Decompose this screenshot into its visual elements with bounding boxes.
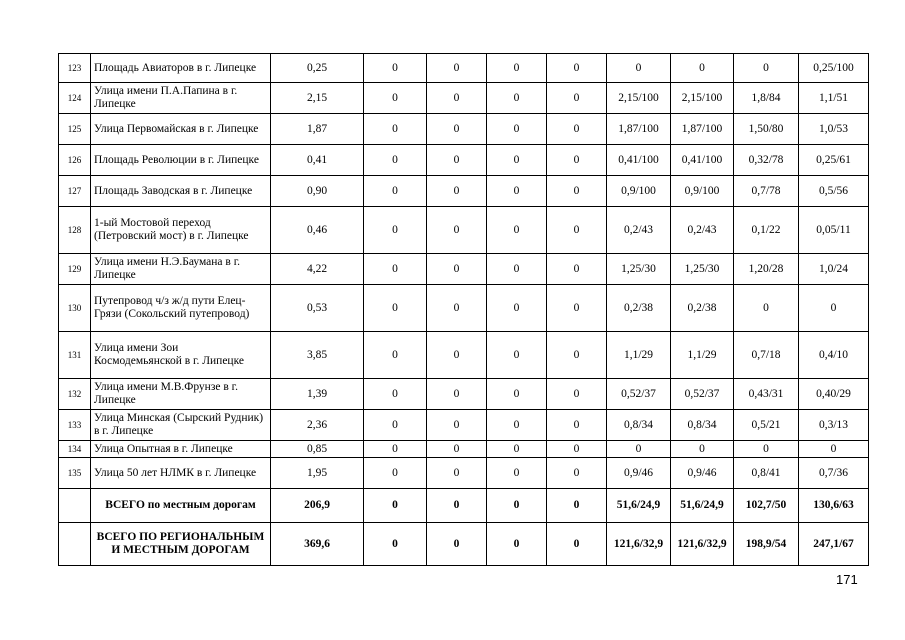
value-cell-c5: 0 <box>547 332 607 379</box>
value-cell-c5: 0 <box>547 441 607 458</box>
value-cell-c3: 0 <box>427 410 487 441</box>
value-cell-c8: 0,43/31 <box>734 379 799 410</box>
value-cell-c1: 0,46 <box>271 207 364 254</box>
table-row <box>59 332 869 379</box>
total-value-c1: 369,6 <box>271 523 364 566</box>
total-value-c7: 121,6/32,9 <box>671 523 734 566</box>
value-cell-c9: 1,0/24 <box>799 254 869 285</box>
value-cell-c1: 0,85 <box>271 441 364 458</box>
value-cell-c8: 0,5/21 <box>734 410 799 441</box>
value-cell-c4: 0 <box>487 176 547 207</box>
value-cell-c3: 0 <box>427 207 487 254</box>
value-cell-c3: 0 <box>427 379 487 410</box>
table-row <box>59 54 869 83</box>
table-row <box>59 379 869 410</box>
table-row <box>59 207 869 254</box>
value-cell-c6: 0,9/46 <box>607 458 671 489</box>
row-number: 125 <box>59 114 91 145</box>
value-cell-c4: 0 <box>487 207 547 254</box>
row-number: 126 <box>59 145 91 176</box>
value-cell-c6: 0,9/100 <box>607 176 671 207</box>
value-cell-c9: 0,4/10 <box>799 332 869 379</box>
value-cell-c9: 1,1/51 <box>799 83 869 114</box>
value-cell-c2: 0 <box>364 207 427 254</box>
value-cell-c9: 0,5/56 <box>799 176 869 207</box>
total-value-c1: 206,9 <box>271 489 364 523</box>
value-cell-c1: 0,25 <box>271 54 364 83</box>
value-cell-c9: 0 <box>799 285 869 332</box>
road-name: Улица Минская (Сырский Рудник) в г. Липецке <box>91 410 271 441</box>
value-cell-c3: 0 <box>427 285 487 332</box>
value-cell-c8: 0 <box>734 285 799 332</box>
value-cell-c4: 0 <box>487 285 547 332</box>
road-name: Улица имени Зои Космодемьянской в г. Липецке <box>91 332 271 379</box>
table-row <box>59 410 869 441</box>
value-cell-c8: 0,7/18 <box>734 332 799 379</box>
value-cell-c5: 0 <box>547 114 607 145</box>
value-cell-c8: 0,8/41 <box>734 458 799 489</box>
value-cell-c5: 0 <box>547 458 607 489</box>
value-cell-c2: 0 <box>364 441 427 458</box>
total-value-c3: 0 <box>427 523 487 566</box>
total-value-c8: 198,9/54 <box>734 523 799 566</box>
value-cell-c1: 0,53 <box>271 285 364 332</box>
row-number: 124 <box>59 83 91 114</box>
value-cell-c9: 0,25/61 <box>799 145 869 176</box>
value-cell-c1: 2,15 <box>271 83 364 114</box>
total-value-c2: 0 <box>364 489 427 523</box>
value-cell-c9: 0,40/29 <box>799 379 869 410</box>
total-value-c3: 0 <box>427 489 487 523</box>
value-cell-c8: 1,8/84 <box>734 83 799 114</box>
value-cell-c1: 1,39 <box>271 379 364 410</box>
value-cell-c6: 1,25/30 <box>607 254 671 285</box>
table-row <box>59 458 869 489</box>
total-value-c5: 0 <box>547 489 607 523</box>
row-number: 134 <box>59 441 91 458</box>
road-name: Площадь Заводская в г. Липецке <box>91 176 271 207</box>
value-cell-c5: 0 <box>547 254 607 285</box>
value-cell-c8: 0,7/78 <box>734 176 799 207</box>
road-name: Улица имени П.А.Папина в г. Липецке <box>91 83 271 114</box>
value-cell-c2: 0 <box>364 145 427 176</box>
row-number: 132 <box>59 379 91 410</box>
road-name: Улица имени Н.Э.Баумана в г. Липецке <box>91 254 271 285</box>
roads-table <box>58 53 869 566</box>
value-cell-c4: 0 <box>487 379 547 410</box>
table-body <box>59 54 869 566</box>
road-name: Площадь Революции в г. Липецке <box>91 145 271 176</box>
value-cell-c2: 0 <box>364 285 427 332</box>
road-name: Площадь Авиаторов в г. Липецке <box>91 54 271 83</box>
value-cell-c9: 0,05/11 <box>799 207 869 254</box>
total-value-c6: 121,6/32,9 <box>607 523 671 566</box>
value-cell-c7: 2,15/100 <box>671 83 734 114</box>
total-value-c5: 0 <box>547 523 607 566</box>
empty-number-cell <box>59 523 91 566</box>
value-cell-c8: 0 <box>734 54 799 83</box>
value-cell-c5: 0 <box>547 410 607 441</box>
table-row <box>59 83 869 114</box>
value-cell-c7: 0,2/43 <box>671 207 734 254</box>
value-cell-c8: 0,32/78 <box>734 145 799 176</box>
value-cell-c4: 0 <box>487 83 547 114</box>
value-cell-c1: 0,90 <box>271 176 364 207</box>
value-cell-c2: 0 <box>364 114 427 145</box>
total-value-c9: 247,1/67 <box>799 523 869 566</box>
value-cell-c1: 3,85 <box>271 332 364 379</box>
value-cell-c6: 0,8/34 <box>607 410 671 441</box>
value-cell-c4: 0 <box>487 145 547 176</box>
value-cell-c2: 0 <box>364 379 427 410</box>
road-name: Улица Первомайская в г. Липецке <box>91 114 271 145</box>
value-cell-c5: 0 <box>547 176 607 207</box>
total-value-c6: 51,6/24,9 <box>607 489 671 523</box>
value-cell-c2: 0 <box>364 410 427 441</box>
value-cell-c3: 0 <box>427 458 487 489</box>
row-number: 127 <box>59 176 91 207</box>
value-cell-c5: 0 <box>547 54 607 83</box>
value-cell-c5: 0 <box>547 379 607 410</box>
empty-number-cell <box>59 489 91 523</box>
value-cell-c7: 0 <box>671 441 734 458</box>
table-row <box>59 114 869 145</box>
value-cell-c4: 0 <box>487 458 547 489</box>
value-cell-c7: 1,1/29 <box>671 332 734 379</box>
value-cell-c2: 0 <box>364 54 427 83</box>
value-cell-c3: 0 <box>427 83 487 114</box>
value-cell-c5: 0 <box>547 285 607 332</box>
value-cell-c2: 0 <box>364 254 427 285</box>
table-row <box>59 254 869 285</box>
value-cell-c8: 1,20/28 <box>734 254 799 285</box>
row-number: 133 <box>59 410 91 441</box>
value-cell-c6: 0,52/37 <box>607 379 671 410</box>
table-row <box>59 285 869 332</box>
value-cell-c2: 0 <box>364 332 427 379</box>
value-cell-c1: 1,95 <box>271 458 364 489</box>
total-label: ВСЕГО ПО РЕГИОНАЛЬНЫМ И МЕСТНЫМ ДОРОГАМ <box>91 523 271 566</box>
value-cell-c4: 0 <box>487 332 547 379</box>
value-cell-c6: 1,87/100 <box>607 114 671 145</box>
row-number: 130 <box>59 285 91 332</box>
total-row <box>59 489 869 523</box>
value-cell-c7: 0,8/34 <box>671 410 734 441</box>
value-cell-c1: 2,36 <box>271 410 364 441</box>
table-row <box>59 176 869 207</box>
row-number: 131 <box>59 332 91 379</box>
value-cell-c2: 0 <box>364 458 427 489</box>
row-number: 123 <box>59 54 91 83</box>
value-cell-c6: 0,2/43 <box>607 207 671 254</box>
road-name: 1-ый Мостовой переход (Петровский мост) в г. Липецке <box>91 207 271 254</box>
road-name: Путепровод ч/з ж/д пути Елец-Грязи (Сокольский путепровод) <box>91 285 271 332</box>
row-number: 135 <box>59 458 91 489</box>
value-cell-c3: 0 <box>427 254 487 285</box>
value-cell-c8: 0,1/22 <box>734 207 799 254</box>
value-cell-c8: 1,50/80 <box>734 114 799 145</box>
value-cell-c7: 0,52/37 <box>671 379 734 410</box>
value-cell-c2: 0 <box>364 176 427 207</box>
value-cell-c9: 1,0/53 <box>799 114 869 145</box>
value-cell-c7: 1,87/100 <box>671 114 734 145</box>
value-cell-c3: 0 <box>427 145 487 176</box>
value-cell-c4: 0 <box>487 54 547 83</box>
value-cell-c7: 0,9/100 <box>671 176 734 207</box>
value-cell-c7: 0,41/100 <box>671 145 734 176</box>
value-cell-c1: 4,22 <box>271 254 364 285</box>
value-cell-c5: 0 <box>547 83 607 114</box>
value-cell-c6: 0,2/38 <box>607 285 671 332</box>
value-cell-c5: 0 <box>547 207 607 254</box>
value-cell-c6: 0,41/100 <box>607 145 671 176</box>
table-row <box>59 145 869 176</box>
value-cell-c3: 0 <box>427 441 487 458</box>
total-value-c4: 0 <box>487 523 547 566</box>
value-cell-c9: 0,3/13 <box>799 410 869 441</box>
value-cell-c9: 0,25/100 <box>799 54 869 83</box>
total-label: ВСЕГО по местным дорогам <box>91 489 271 523</box>
total-value-c2: 0 <box>364 523 427 566</box>
road-name: Улица имени М.В.Фрунзе в г. Липецке <box>91 379 271 410</box>
value-cell-c9: 0,7/36 <box>799 458 869 489</box>
value-cell-c4: 0 <box>487 441 547 458</box>
value-cell-c6: 0 <box>607 54 671 83</box>
value-cell-c7: 0,2/38 <box>671 285 734 332</box>
value-cell-c3: 0 <box>427 54 487 83</box>
total-value-c4: 0 <box>487 489 547 523</box>
value-cell-c3: 0 <box>427 114 487 145</box>
value-cell-c3: 0 <box>427 332 487 379</box>
table-row <box>59 441 869 458</box>
road-name: Улица 50 лет НЛМК в г. Липецке <box>91 458 271 489</box>
value-cell-c4: 0 <box>487 254 547 285</box>
value-cell-c3: 0 <box>427 176 487 207</box>
road-name: Улица Опытная в г. Липецке <box>91 441 271 458</box>
value-cell-c1: 1,87 <box>271 114 364 145</box>
value-cell-c7: 0 <box>671 54 734 83</box>
value-cell-c5: 0 <box>547 145 607 176</box>
value-cell-c4: 0 <box>487 410 547 441</box>
total-value-c9: 130,6/63 <box>799 489 869 523</box>
value-cell-c1: 0,41 <box>271 145 364 176</box>
total-value-c7: 51,6/24,9 <box>671 489 734 523</box>
value-cell-c6: 2,15/100 <box>607 83 671 114</box>
value-cell-c9: 0 <box>799 441 869 458</box>
value-cell-c8: 0 <box>734 441 799 458</box>
total-value-c8: 102,7/50 <box>734 489 799 523</box>
value-cell-c2: 0 <box>364 83 427 114</box>
value-cell-c7: 0,9/46 <box>671 458 734 489</box>
value-cell-c6: 1,1/29 <box>607 332 671 379</box>
row-number: 128 <box>59 207 91 254</box>
row-number: 129 <box>59 254 91 285</box>
value-cell-c6: 0 <box>607 441 671 458</box>
value-cell-c7: 1,25/30 <box>671 254 734 285</box>
total-row <box>59 523 869 566</box>
page-number: 171 <box>836 572 858 587</box>
value-cell-c4: 0 <box>487 114 547 145</box>
